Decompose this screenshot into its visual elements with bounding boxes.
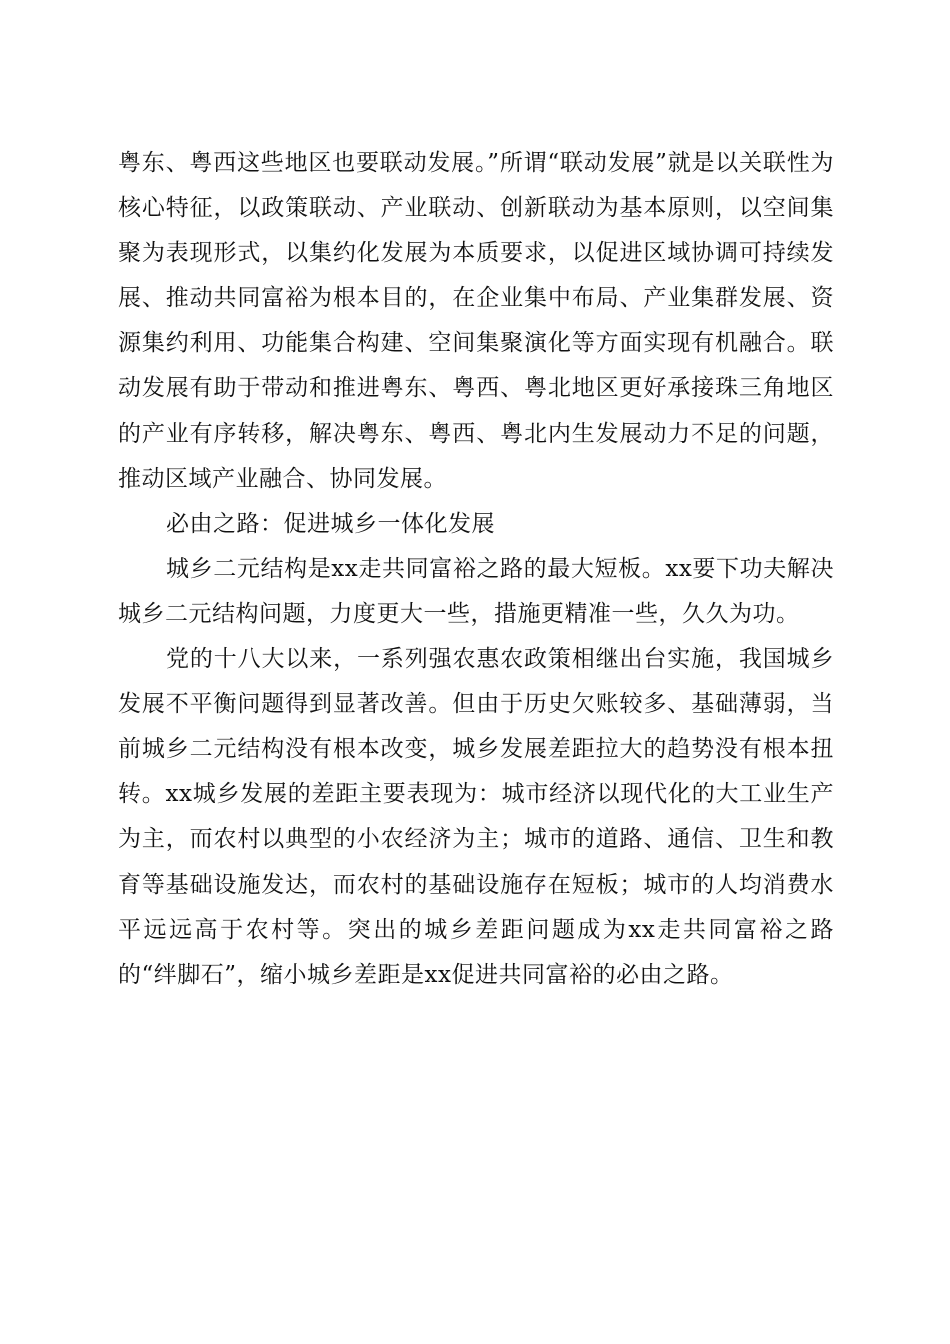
paragraph-urban-rural-gap: 党的十八大以来，一系列强农惠农政策相继出台实施，我国城乡发展不平衡问题得到显著改善。但由于历史欠账较多、基础薄弱，当前城乡二元结构没有根本改变，城乡发展差距拉大的趋势没有根本扭转。xx城乡发展的差距主要表现为：城市经济以现代化的大工业生产为主，而农村以典型的小农经济为主；城市的道路、通信、卫生和教育等基础设施发达，而农村的基础设施存在短板；城市的人均消费水平远远高于农村等。突出的城乡差距问题成为xx走共同富裕之路的“绊脚石”，缩小城乡差距是xx促进共同富裕的必由之路。 bbox=[118, 646, 834, 988]
document-body bbox=[118, 141, 834, 998]
paragraph-dual-structure: 城乡二元结构是xx走共同富裕之路的最大短板。xx要下功夫解决城乡二元结构问题，力度更大一些，措施更精准一些，久久为功。 bbox=[118, 555, 834, 627]
paragraph-regional-linkage: 粤东、粤西这些地区也要联动发展。”所谓“联动发展”就是以关联性为核心特征，以政策联动、产业联动、创新联动为基本原则，以空间集聚为表现形式，以集约化发展为本质要求，以促进区域协调可持续发展、推动共同富裕为根本目的，在企业集中布局、产业集群发展、资源集约利用、功能集合构建、空间集聚演化等方面实现有机融合。联动发展有助于带动和推进粤东、粤西、粤北地区更好承接珠三角地区的产业有序转移，解决粤东、粤西、粤北内生发展动力不足的问题，推动区域产业融合、协同发展。 bbox=[118, 150, 834, 492]
section-heading-urban-rural: 必由之路：促进城乡一体化发展 bbox=[166, 510, 495, 537]
